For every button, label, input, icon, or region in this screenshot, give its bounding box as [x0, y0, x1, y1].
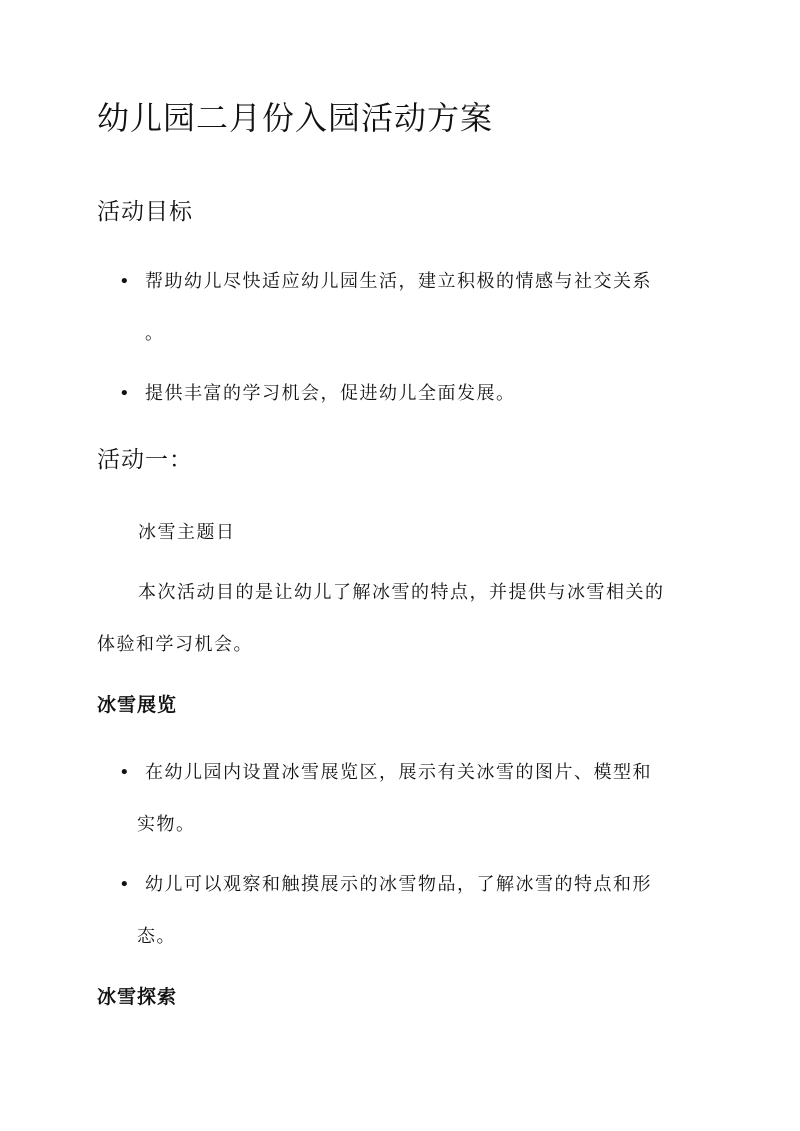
document-title: 幼儿园二月份入园活动方案 — [97, 99, 494, 137]
activity-subtitle: 冰雪主题日 — [138, 522, 236, 543]
list-item-text-continued: 实物。 — [137, 814, 196, 835]
bullet-icon: • — [119, 383, 130, 404]
bullet-icon: • — [119, 874, 130, 895]
list-item-text-continued: 态。 — [137, 926, 176, 947]
section-heading-activity-one: 活动一： — [97, 447, 193, 473]
bullet-icon: • — [119, 762, 130, 783]
intro-paragraph-line-1: 本次活动目的是让幼儿了解冰雪的特点，并提供与冰雪相关的 — [138, 582, 665, 603]
subsection-heading-exploration: 冰雪探索 — [97, 986, 178, 1008]
list-item-text-continued: 。 — [145, 323, 165, 344]
list-item — [119, 268, 719, 348]
list-item-text: 在幼儿园内设置冰雪展览区，展示有关冰雪的图片、模型和 — [145, 762, 652, 783]
section-heading-goals: 活动目标 — [97, 199, 193, 225]
list-item — [119, 380, 719, 408]
list-item — [119, 871, 719, 951]
bullet-icon: • — [119, 271, 130, 292]
list-item-text: 帮助幼儿尽快适应幼儿园生活，建立积极的情感与社交关系 — [145, 271, 652, 292]
intro-paragraph-line-2: 体验和学习机会。 — [97, 634, 253, 655]
list-item-text: 幼儿可以观察和触摸展示的冰雪物品，了解冰雪的特点和形 — [145, 874, 652, 895]
list-item-text: 提供丰富的学习机会，促进幼儿全面发展。 — [145, 383, 516, 404]
list-item — [119, 759, 719, 839]
subsection-heading-exhibition: 冰雪展览 — [97, 694, 178, 716]
